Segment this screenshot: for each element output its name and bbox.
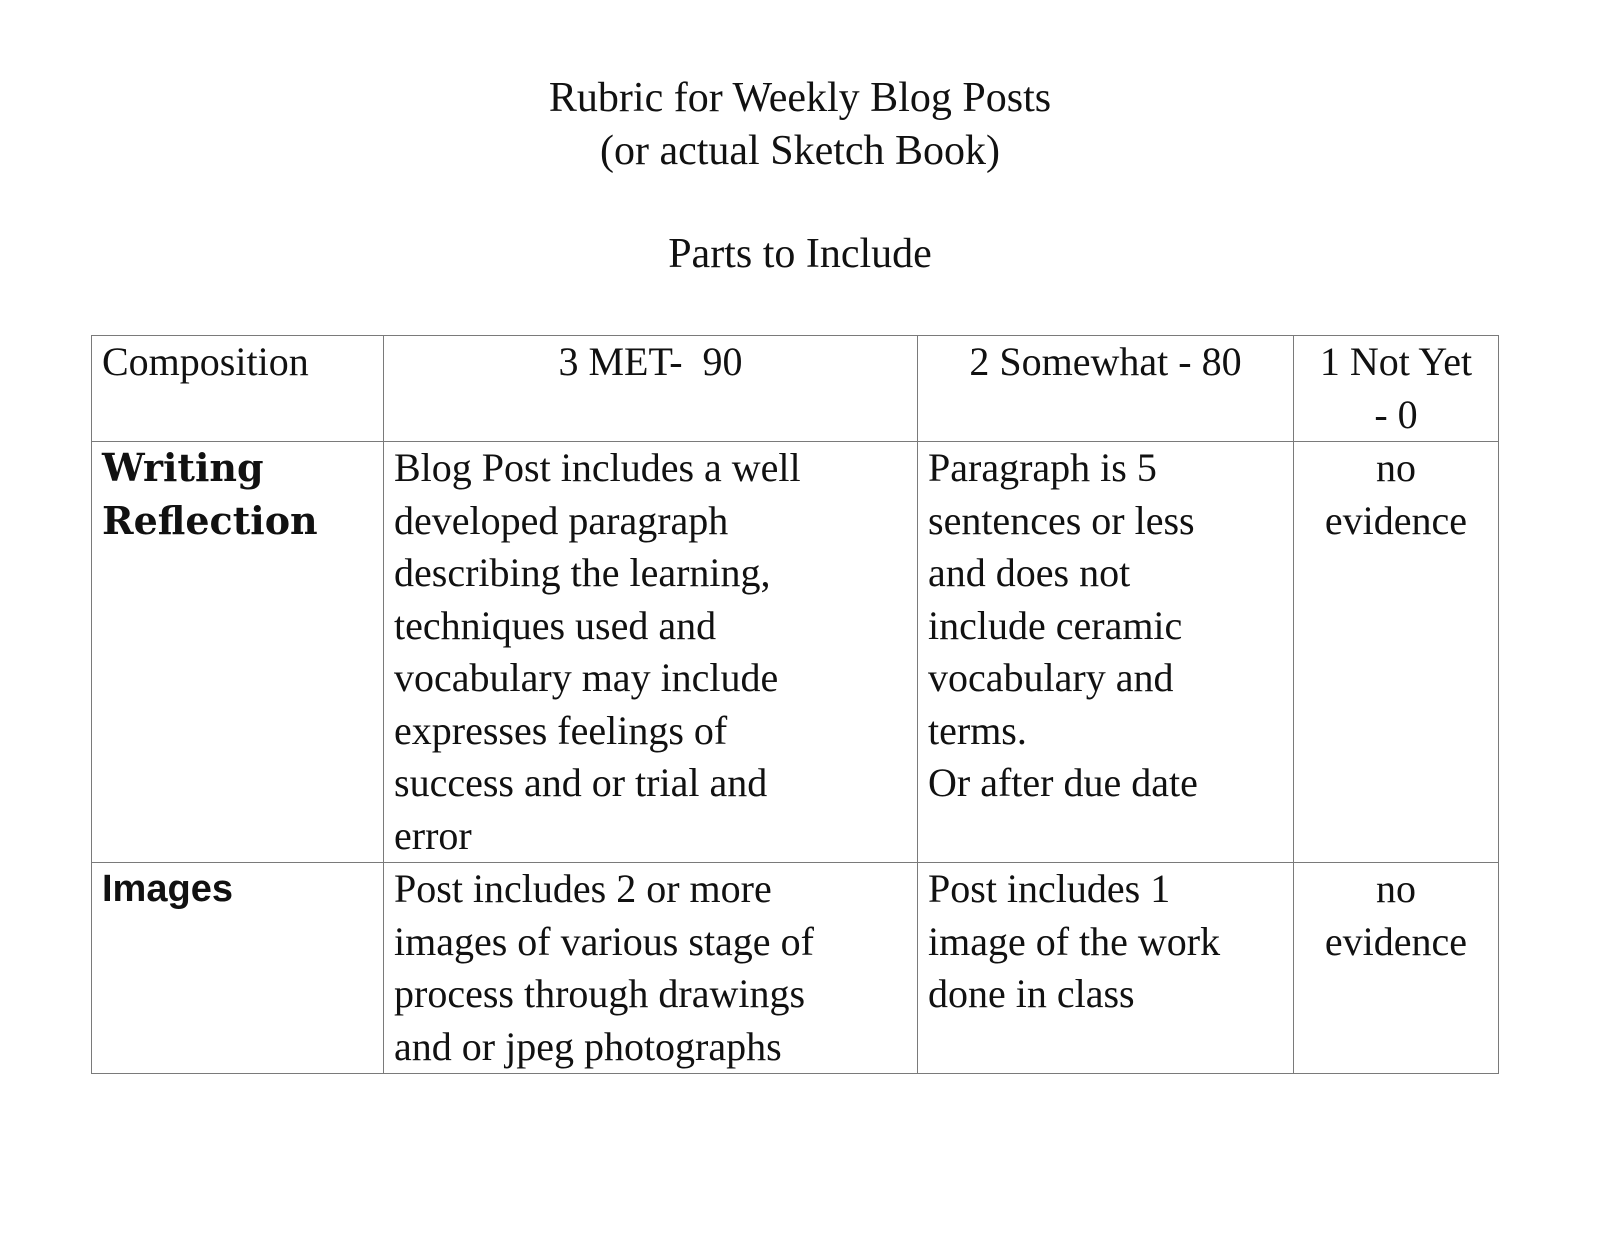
- text-line: done in class: [928, 971, 1135, 1016]
- text-line: vocabulary and: [928, 655, 1174, 700]
- text-line: developed paragraph: [394, 497, 729, 543]
- criterion-line: Reflection: [102, 497, 318, 543]
- text-line: process through drawings: [394, 971, 806, 1016]
- text-line: techniques used and: [394, 602, 717, 648]
- text-line: terms.: [928, 707, 1027, 753]
- document-title: [0, 72, 1600, 178]
- table-row: [92, 442, 1499, 863]
- criterion-images: [92, 863, 384, 1074]
- criterion-writing-reflection: [92, 442, 384, 863]
- text-line: error: [394, 812, 472, 858]
- header-not-yet-line-1: 1 Not Yet: [1319, 339, 1473, 384]
- header-somewhat-label: 2 Somewhat - 80: [969, 339, 1242, 384]
- cell-met-description: [384, 863, 918, 1074]
- text-line: Paragraph is 5: [928, 445, 1157, 490]
- section-subtitle: Parts to Include: [668, 231, 932, 277]
- table-header-row: [92, 336, 1499, 442]
- text-line: Post includes 2 or more: [394, 866, 772, 911]
- text-line: no: [1376, 866, 1416, 911]
- criterion-line: Images: [102, 868, 233, 910]
- text-line: sentences or less: [928, 497, 1195, 543]
- title-line-2: (or actual Sketch Book): [599, 128, 1001, 174]
- text-line: images of various stage of: [394, 918, 814, 964]
- cell-not-yet-description: [1294, 863, 1499, 1074]
- text-line: expresses feelings of: [394, 707, 728, 753]
- criterion-line: Writing: [102, 445, 264, 490]
- text-line: evidence: [1324, 918, 1468, 964]
- text-line: Blog Post includes a well: [394, 445, 801, 490]
- header-not-yet-line-2: - 0: [1374, 391, 1418, 437]
- header-not-yet: [1294, 336, 1499, 442]
- rubric-table: [91, 335, 1499, 1074]
- text-line: and does not: [928, 550, 1131, 595]
- text-line: success and or trial and: [394, 760, 768, 805]
- header-met: [384, 336, 918, 442]
- text-line: Or after due date: [928, 760, 1198, 805]
- header-met-label: 3 MET- 90: [558, 339, 743, 384]
- text-line: and or jpeg photographs: [394, 1023, 782, 1069]
- text-line: Post includes 1: [928, 866, 1171, 911]
- header-composition: [92, 336, 384, 442]
- text-line: include ceramic: [928, 602, 1183, 648]
- header-composition-label: Composition: [102, 339, 309, 384]
- text-line: vocabulary may include: [394, 655, 779, 700]
- title-line-1: Rubric for Weekly Blog Posts: [548, 75, 1052, 121]
- text-line: evidence: [1324, 497, 1468, 543]
- cell-met-description: [384, 442, 918, 863]
- cell-somewhat-description: [918, 863, 1294, 1074]
- cell-not-yet-description: [1294, 442, 1499, 863]
- text-line: image of the work: [928, 918, 1221, 964]
- text-line: describing the learning,: [394, 550, 771, 595]
- cell-somewhat-description: [918, 442, 1294, 863]
- text-line: no: [1376, 445, 1416, 490]
- table-row: [92, 863, 1499, 1074]
- header-somewhat: [918, 336, 1294, 442]
